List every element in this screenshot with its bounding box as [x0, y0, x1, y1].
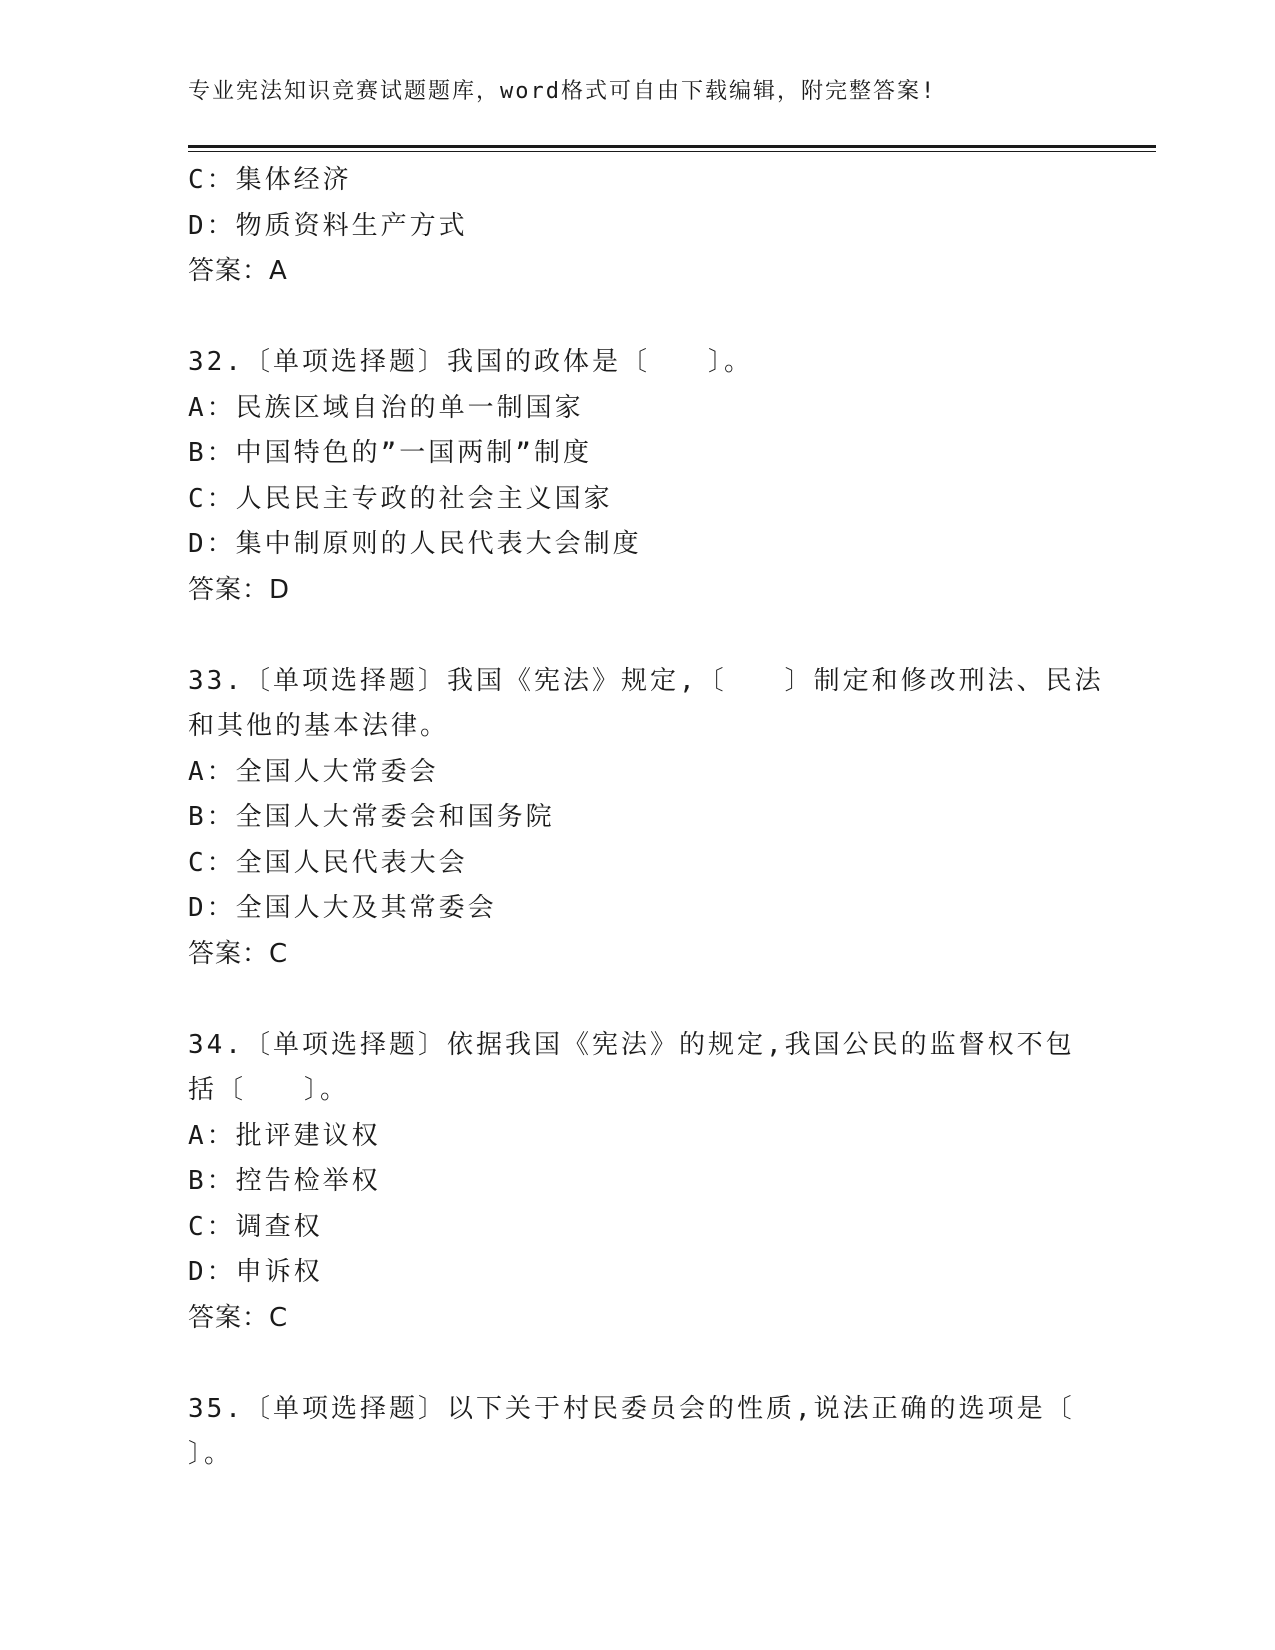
- option-a: A：民族区域自治的单一制国家: [188, 392, 584, 423]
- question-stem: 35.〔单项选择题〕以下关于村民委员会的性质,说法正确的选项是〔: [188, 1393, 1075, 1424]
- question-stem: 32.〔单项选择题〕我国的政体是〔 〕。: [188, 347, 753, 377]
- option-a: A：全国人大常委会: [188, 756, 439, 787]
- answer-line: [188, 932, 1088, 978]
- answer-line: [188, 568, 1088, 614]
- answer-value: A: [269, 256, 288, 286]
- question-35: [188, 1387, 1088, 1478]
- answer-label: 答案：: [188, 938, 270, 969]
- option-b: B：中国特色的”一国两制”制度: [188, 438, 592, 468]
- answer-value: C: [269, 1302, 289, 1333]
- option-a: A：批评建议权: [188, 1120, 381, 1151]
- question-list: [188, 158, 1104, 1478]
- option-b: B：全国人大常委会和国务院: [188, 802, 555, 832]
- option-d: D：集中制原则的人民代表大会制度: [188, 529, 642, 559]
- answer-label: 答案：: [188, 256, 270, 286]
- question-stem: 34.〔单项选择题〕依据我国《宪法》的规定,我国公民的监督权不包: [188, 1029, 1075, 1060]
- option-d: D：物质资料生产方式: [188, 210, 468, 241]
- question-34: [188, 1023, 1088, 1342]
- question-stem: 33.〔单项选择题〕我国《宪法》规定,〔 〕制定和修改刑法、民法: [188, 665, 1104, 696]
- option-b: B：控告检举权: [188, 1166, 381, 1196]
- header-rule-thin: [188, 151, 1156, 152]
- header-rule-thick: [188, 145, 1156, 148]
- question-stem-continued: 〕。: [188, 1439, 234, 1469]
- answer-label: 答案：: [188, 1302, 270, 1333]
- option-d: D：申诉权: [188, 1257, 323, 1287]
- answer-label: 答案：: [188, 574, 270, 605]
- option-c: C：全国人民代表大会: [188, 847, 468, 878]
- option-c: C：集体经济: [188, 165, 352, 195]
- answer-line: [188, 1296, 1088, 1342]
- question-stem-continued: 括〔 〕。: [188, 1075, 350, 1105]
- question-33: [188, 659, 1104, 978]
- question-32: [188, 340, 1088, 613]
- option-c: C：人民民主专政的社会主义国家: [188, 483, 613, 514]
- option-c: C：调查权: [188, 1211, 323, 1242]
- page-header: 专业宪法知识竞赛试题题库，word格式可自由下载编辑，附完整答案!: [188, 79, 937, 104]
- answer-value: C: [269, 938, 289, 969]
- answer-line: [188, 249, 1088, 295]
- answer-value: D: [269, 574, 291, 605]
- question-31-continuation: [188, 158, 1088, 295]
- option-d: D：全国人大及其常委会: [188, 893, 497, 923]
- question-stem-continued: 和其他的基本法律。: [188, 711, 450, 741]
